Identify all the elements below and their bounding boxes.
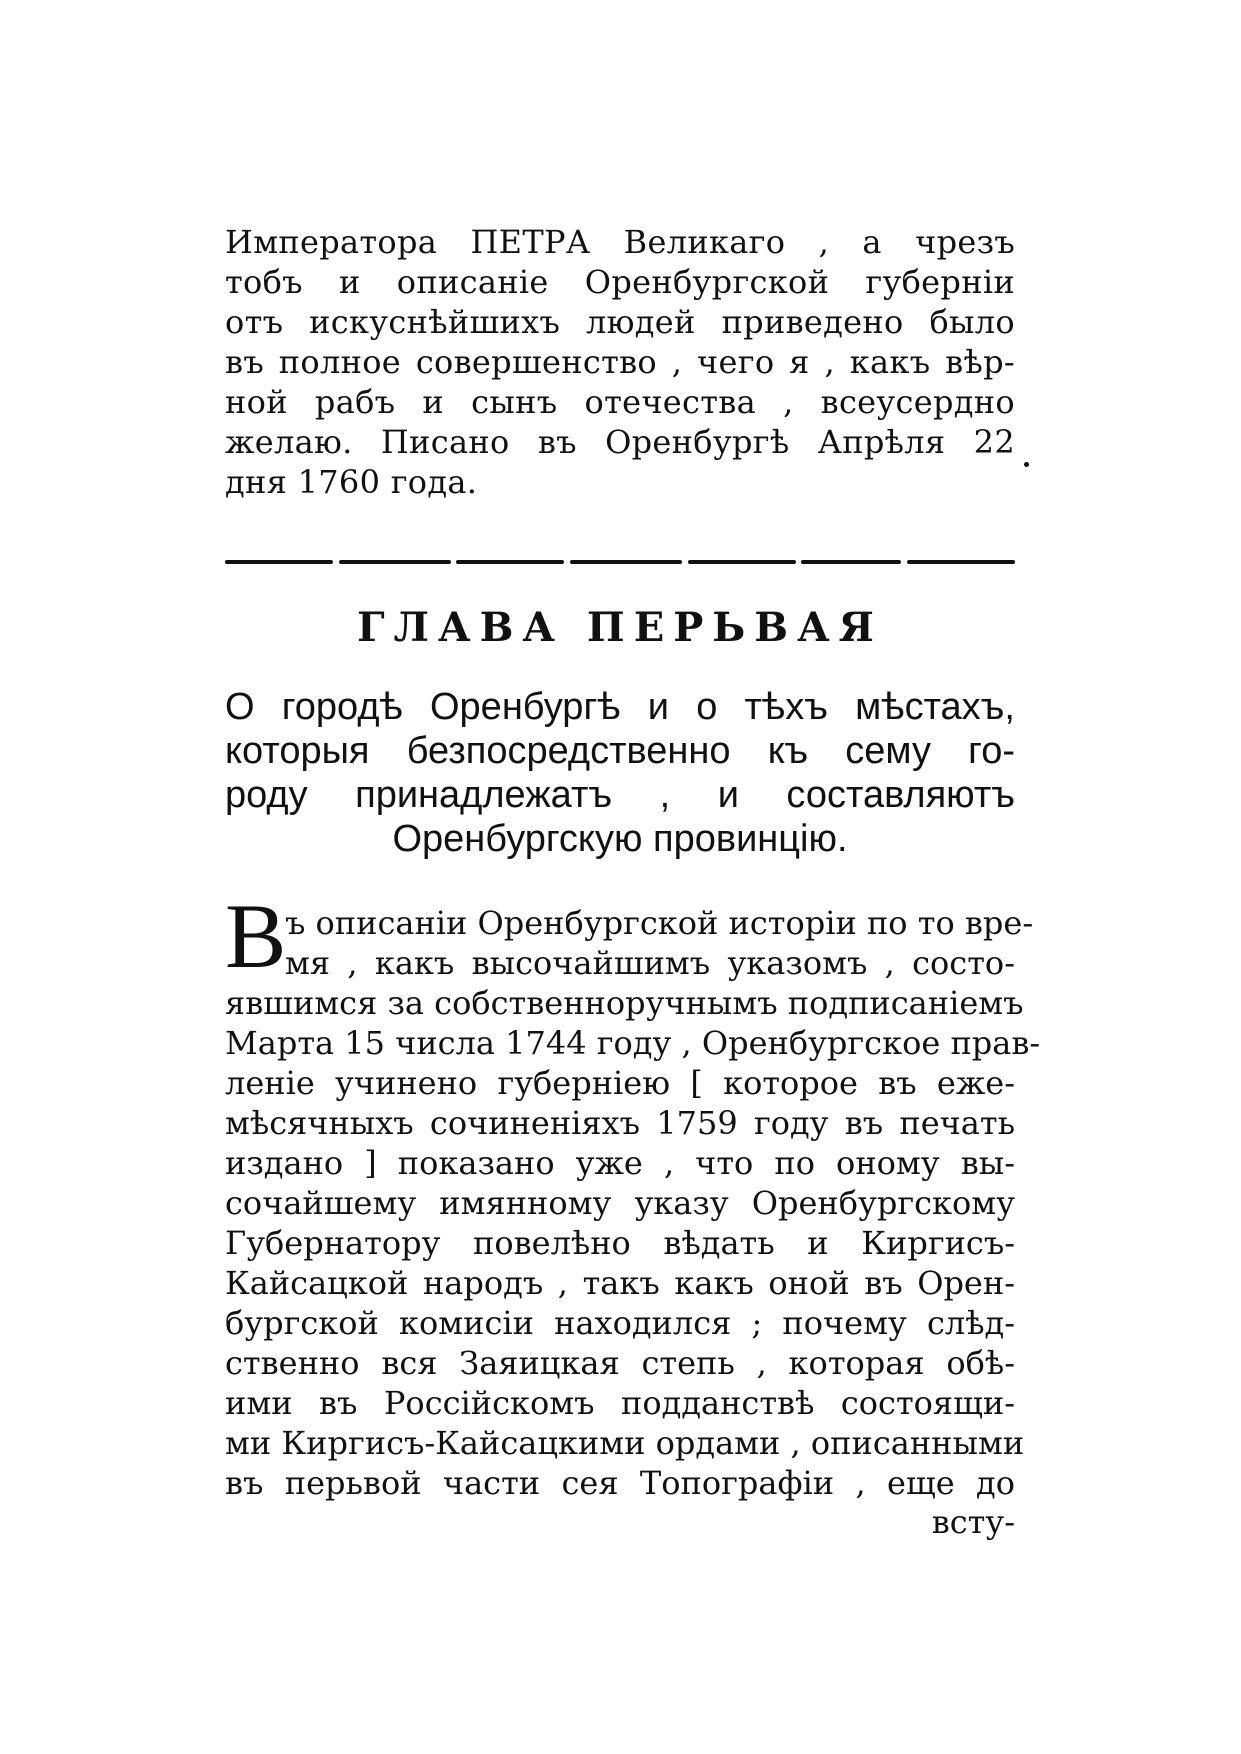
text-line: явшимся за собственноручнымъ подписаніемъ [225,984,1024,1022]
title-line: О городѣ Оренбургѣ и о тѣхъ мѣстахъ, [225,686,1015,728]
chapter-heading: ГЛАВА ПЕРЬВАЯ [357,604,883,651]
text-line: дня 1760 года. [225,463,478,501]
chapter-title [225,685,1015,861]
text-line: мя , какъ высочайшимъ указомъ , состо- [285,944,1015,982]
text-line: въ перьвой части сея Топографіи , еще до [225,1464,1015,1502]
text-line: сочайшему имянному указу Оренбургскому [225,1184,1015,1222]
text-line: Губернатору повелѣно вѣдать и Киргисъ- [225,1224,1015,1262]
section-divider [225,560,1015,565]
text-line: желаю. Писано въ Оренбургѣ Апрѣля 22 [225,423,1015,461]
text-line: ной рабъ и сынъ отечества , всеусердно [225,383,1015,421]
title-line: Оренбургскую провинцію. [392,818,848,860]
text-line: отъ искуснѣйшихъ людей приведено было [225,303,1015,341]
text-line: ми Киргисъ-Кайсацкими ордами , описанными [225,1424,1025,1462]
text-line: Императора ПЕТРА Великаго , а чрезъ [225,223,1015,261]
body-paragraph [225,903,1041,1503]
text-line: въ полное совершенство , чего я , какъ вѣр- [225,343,1015,381]
text-line: ъ описаніи Оренбургской исторіи по то вре- [285,904,1034,942]
text-line: ственно вся Заяицкая степь , которая обѣ- [225,1344,1015,1382]
title-line: роду принадлежатъ , и составляютъ [225,774,1015,816]
drop-cap: В [225,885,287,987]
text-line: ими въ Россійскомъ подданствѣ состоящи- [225,1384,1015,1422]
catchword: всту- [931,1503,1015,1541]
text-line: мѣсячныхъ сочиненіяхъ 1759 году въ печать [225,1104,1015,1142]
title-line: которыя безпосредственно къ сему го- [225,730,1015,772]
text-line: тобъ и описаніе Оренбургской губерніи [225,263,1015,301]
text-line: леніе учинено губерніею [ которое въ еже- [225,1064,1015,1102]
text-line: Марта 15 числа 1744 году , Оренбургское прав- [225,1024,1041,1062]
intro-paragraph [225,222,1015,502]
text-line: Кайсацкой народъ , такъ какъ оной въ Орен- [225,1264,1015,1302]
ink-dot [1024,462,1029,467]
text-line: издано ] показано уже , что по оному вы- [225,1144,1015,1182]
text-line: бургской комисіи находился ; почему слѣд- [225,1304,1015,1342]
